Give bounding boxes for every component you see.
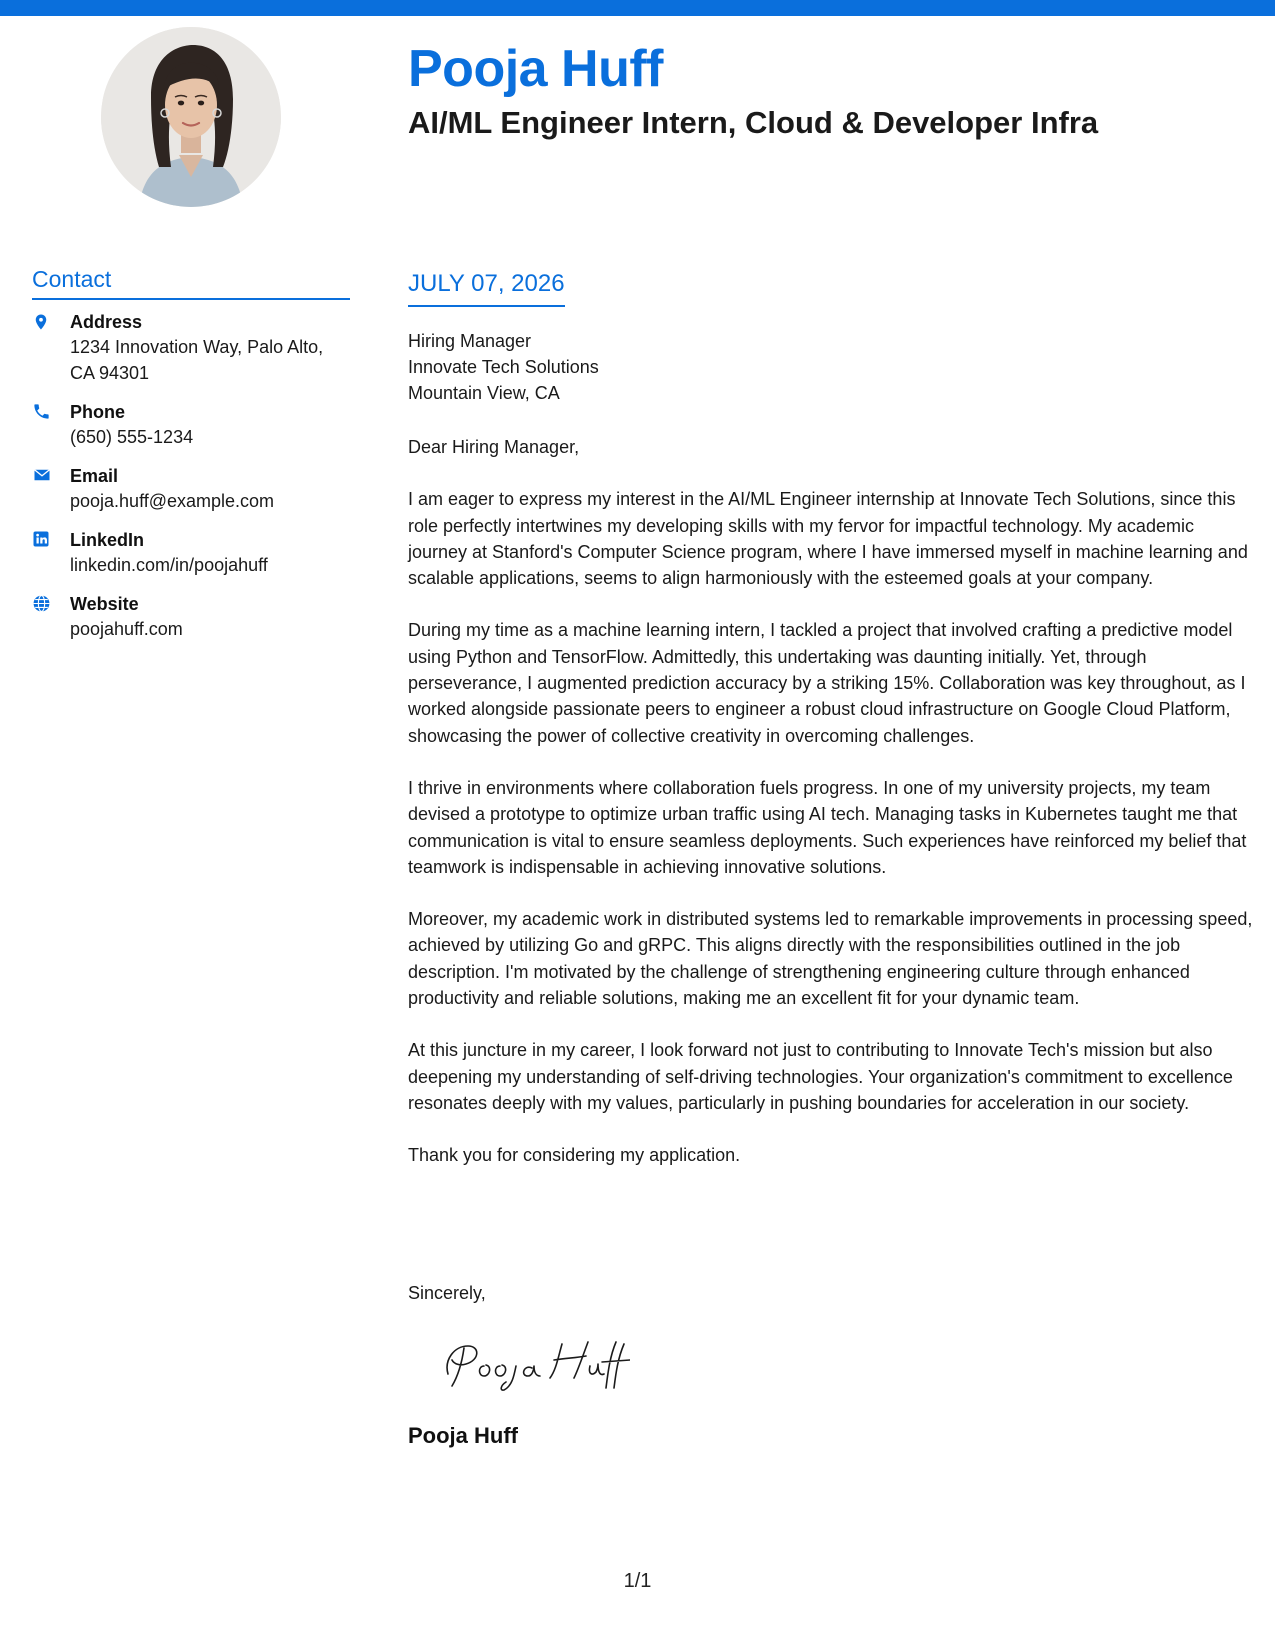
contact-value-linkedin[interactable]: linkedin.com/in/poojahuff — [70, 555, 268, 575]
contact-heading: Contact — [32, 266, 350, 300]
body-paragraph: Moreover, my academic work in distributed systems led to remarkable improvements in processing speed, achieved by utilizing Go and gRPC. This aligns directly with the responsibilities outlined in the job description. I'm motivated by the challenge of strengthening engineering culture through enhanced productivity and reliable solutions, making me an excellent fit for your dynamic team. — [408, 909, 1253, 1009]
body-paragraph: I thrive in environments where collaboration fuels progress. In one of my university projects, my team devised a prototype to optimize urban traffic using AI tech. Managing tasks in Kubernetes taught me that communication is vital to ensure seamless deployments. Such experiences have reinforced my belief that teamwork is indispensable in achieving innovative solutions. — [408, 777, 1247, 877]
contact-label-address: Address — [70, 312, 143, 332]
globe-icon — [32, 592, 70, 642]
letter-body — [408, 434, 1253, 1195]
candidate-headline: AI/ML Engineer Intern, Cloud & Developer Infra — [408, 105, 1099, 140]
profile-photo-illustration — [101, 27, 281, 207]
phone-icon — [32, 400, 70, 450]
contact-value-phone: (650) 555-1234 — [70, 427, 194, 447]
body-paragraph: At this juncture in my career, I look forward not just to contributing to Innovate Tech's mission but also deepening my understanding of self-driving technologies. Your organization's commitment to excellence resonates deeply with my values, particularly in pushing boundaries for acceleration in our society. — [408, 1040, 1233, 1113]
contact-item-website — [32, 592, 350, 642]
contact-label-phone: Phone — [70, 402, 126, 422]
top-accent-bar — [0, 0, 1275, 16]
recipient-block — [408, 328, 599, 406]
contact-label-website: Website — [70, 594, 139, 614]
salutation: Dear Hiring Manager, — [408, 437, 580, 457]
contact-value-address: 1234 Innovation Way, Palo Alto, CA 94301 — [70, 337, 324, 383]
map-pin-icon — [32, 310, 70, 386]
body-paragraph: During my time as a machine learning intern, I tackled a project that involved crafting a predictive model using Python and TensorFlow. Admittedly, this undertaking was daunting initially. Yet, through perseverance, I augmented prediction accuracy by a striking 15%. Collaboration was key throughout, as I worked alongside passionate peers to engineer a robust cloud infrastructure on Google Cloud Platform, showcasing the power of collective creativity in overcoming challenges. — [408, 620, 1246, 746]
recipient-line: Mountain View, CA — [408, 383, 560, 403]
contact-label-linkedin: LinkedIn — [70, 530, 145, 550]
envelope-icon — [32, 464, 70, 514]
candidate-name: Pooja Huff — [408, 40, 663, 98]
handwritten-signature — [440, 1332, 630, 1397]
closing: Sincerely, — [408, 1283, 486, 1303]
linkedin-icon — [32, 528, 70, 578]
letter-date: JULY 07, 2026 — [408, 270, 565, 307]
recipient-line: Innovate Tech Solutions — [408, 357, 599, 377]
contact-label-email: Email — [70, 466, 119, 486]
contact-item-phone — [32, 400, 350, 450]
contact-item-linkedin — [32, 528, 350, 578]
body-paragraph: I am eager to express my interest in the AI/ML Engineer internship at Innovate Tech Solutions, since this role perfectly intertwines my developing skills with my fervor for impactful technology. My academic journey at Stanford's Computer Science program, where I have immersed myself in machine learning and scalable applications, seems to align harmoniously with the esteemed goals at your company. — [408, 489, 1248, 589]
contact-value-website[interactable]: poojahuff.com — [70, 619, 183, 639]
body-paragraph: Thank you for considering my application. — [408, 1145, 741, 1166]
page-number: 1/1 — [623, 1570, 652, 1592]
signer-name: Pooja Huff — [408, 1423, 518, 1448]
recipient-line: Hiring Manager — [408, 331, 532, 351]
profile-photo — [101, 27, 281, 207]
contact-item-email — [32, 464, 350, 514]
contact-value-email[interactable]: pooja.huff@example.com — [70, 491, 275, 511]
contact-list — [32, 310, 350, 656]
contact-item-address — [32, 310, 350, 386]
